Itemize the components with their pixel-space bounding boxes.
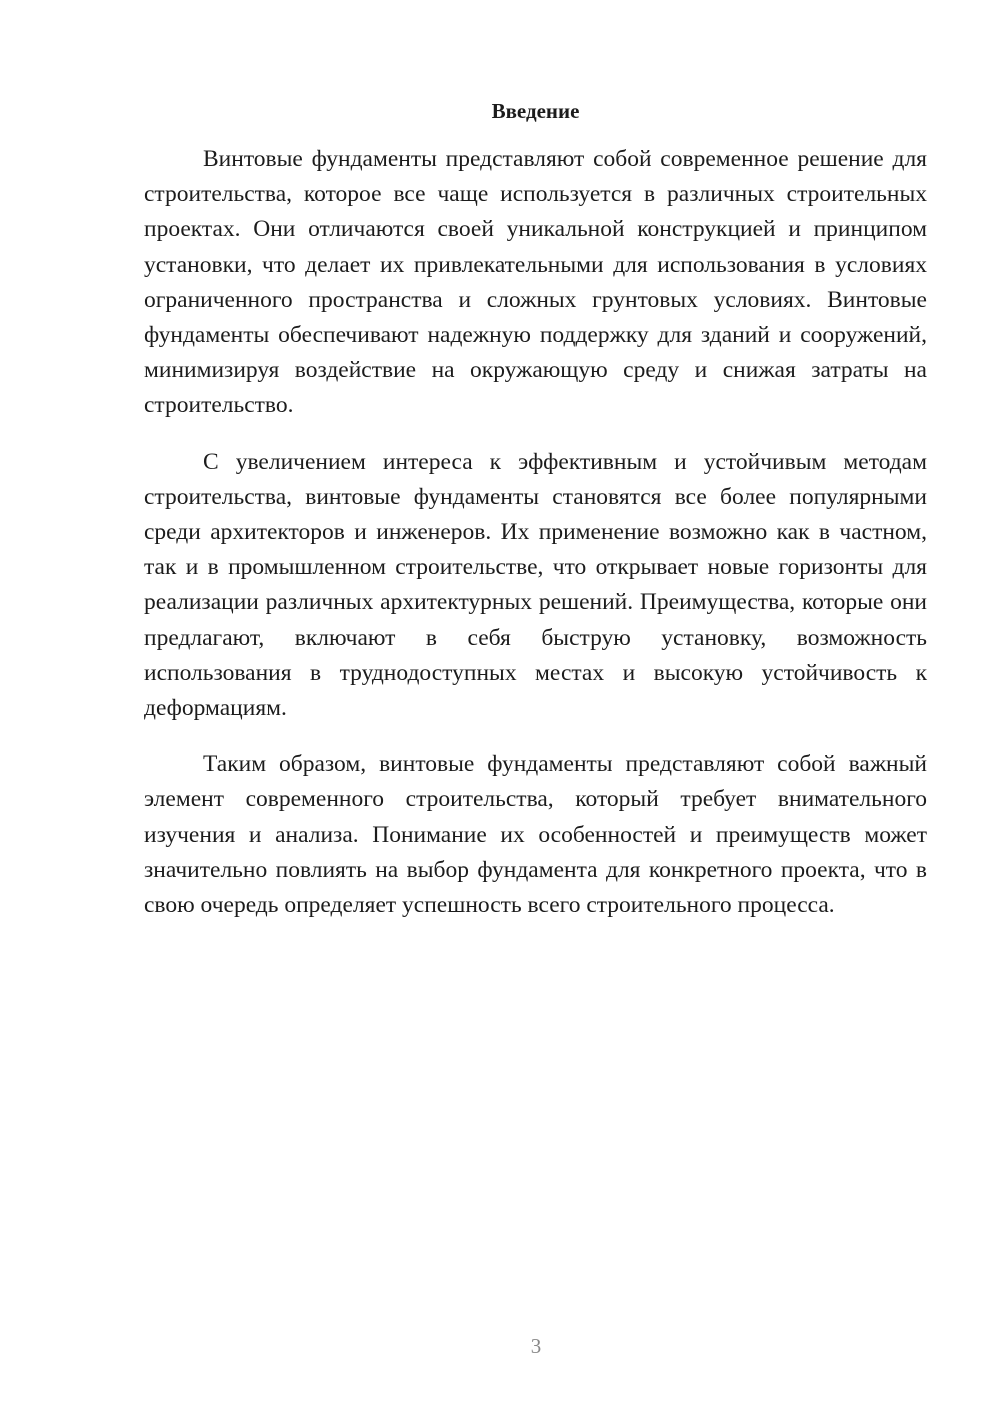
- paragraph: С увеличением интереса к эффективным и устойчивым методам строительства, винтовые фундаменты становятся все более популярными среди архитекторов и инженеров. Их применение возможно как в частном, так и в промышленном строительстве, что открывает новые горизонты для реализации различных архитектурных решений. Преимущества, которые они предлагают, включают в себя быструю установку, возможность использования в труднодоступных местах и высокую устойчивость к деформациям.: [144, 448, 927, 722]
- section-heading: Введение: [491, 99, 580, 123]
- body-text: [144, 142, 927, 923]
- page-number: 3: [530, 1334, 542, 1358]
- paragraph: Винтовые фундаменты представляют собой современное решение для строительства, которое все чаще используется в различных строительных проектах. Они отличаются своей уникальной конструкцией и принципом установки, что делает их привлекательными для использования в условиях ограниченного пространства и сложных грунтовых условиях. Винтовые фундаменты обеспечивают надежную поддержку для зданий и сооружений, минимизируя воздействие на окружающую среду и снижая затраты на строительство.: [144, 146, 927, 419]
- paragraph: Таким образом, винтовые фундаменты представляют собой важный элемент современного строительства, который требует внимательного изучения и анализа. Понимание их особенностей и преимуществ может значительно повлиять на выбор фундамента для конкретного проекта, что в свою очередь определяет успешность всего строительного процесса.: [144, 751, 927, 919]
